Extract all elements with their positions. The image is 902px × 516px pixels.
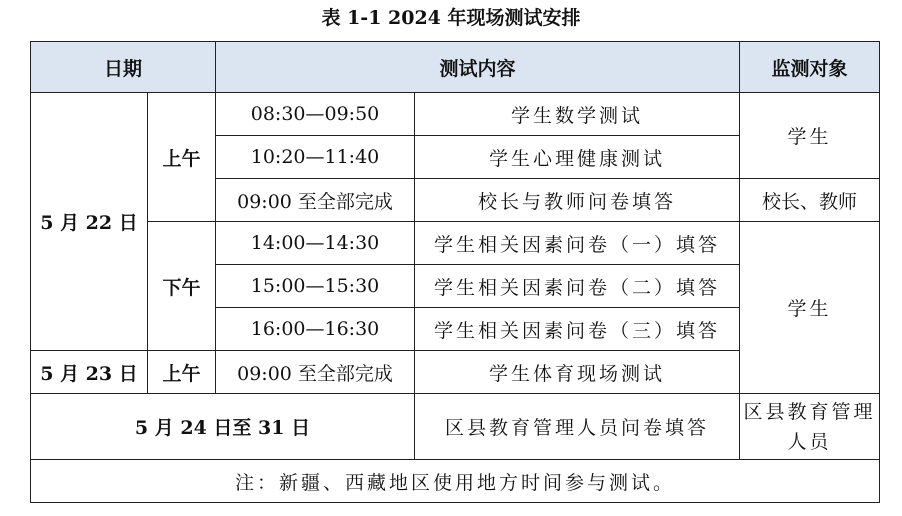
header-target: 监测对象 (740, 42, 880, 93)
time-cell: 08:30—09:50 (216, 93, 415, 136)
content-cell: 区县教育管理人员问卷填答 (415, 394, 740, 460)
content-cell: 学生相关因素问卷（三）填答 (415, 308, 740, 351)
content-cell: 学生体育现场测试 (415, 351, 740, 394)
time-cell: 16:00—16:30 (216, 308, 415, 351)
time-cell: 14:00—14:30 (216, 222, 415, 265)
period-cell-morning: 上午 (148, 351, 216, 394)
target-cell-principal: 校长、教师 (740, 179, 880, 222)
date-cell-may23: 5 月 23 日 (31, 351, 148, 394)
time-cell: 15:00—15:30 (216, 265, 415, 308)
table-caption: 表 1-1 2024 年现场测试安排 (321, 7, 581, 29)
content-cell: 校长与教师问卷填答 (415, 179, 740, 222)
content-cell: 学生心理健康测试 (415, 136, 740, 179)
table-row (31, 222, 880, 265)
time-cell: 09:00 至全部完成 (216, 351, 415, 394)
period-cell-morning: 上午 (148, 93, 216, 222)
target-cell-students: 学生 (740, 93, 880, 179)
table-row (31, 93, 880, 136)
date-cell-may24-31: 5 月 24 日至 31 日 (31, 394, 415, 460)
time-cell: 10:20—11:40 (216, 136, 415, 179)
period-cell-afternoon: 下午 (148, 222, 216, 351)
content-cell: 学生数学测试 (415, 93, 740, 136)
date-cell-may22: 5 月 22 日 (31, 93, 148, 351)
schedule-table (30, 41, 880, 503)
time-cell: 09:00 至全部完成 (216, 179, 415, 222)
table-row (31, 394, 880, 460)
note-row (31, 460, 880, 503)
target-cell-students: 学生 (740, 222, 880, 394)
header-content: 测试内容 (216, 42, 740, 93)
content-cell: 学生相关因素问卷（一）填答 (415, 222, 740, 265)
content-cell: 学生相关因素问卷（二）填答 (415, 265, 740, 308)
table-note: 注：新疆、西藏地区使用地方时间参与测试。 (31, 460, 880, 503)
header-date: 日期 (31, 42, 216, 93)
header-row (31, 42, 880, 93)
target-cell-admin: 区县教育管理人员 (740, 394, 880, 460)
